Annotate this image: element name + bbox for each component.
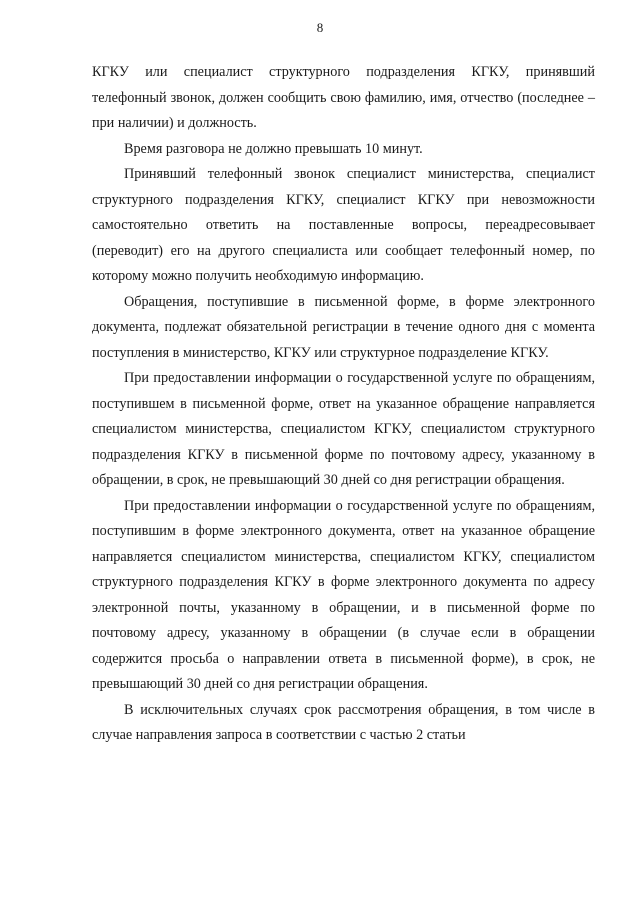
paragraph-5: При предоставлении информации о государственной услуге по обращениям, поступившем в письменной форме, ответ на указанное обращение направляется специалистом министерства, специалистом КГКУ, специалистом структурного подразделения КГКУ в письменной форме по почтовому адресу, указанному в обращении, в срок, не превышающий 30 дней со дня регистрации обращения. [92, 370, 595, 488]
document-body [92, 60, 595, 749]
paragraph-3: Принявший телефонный звонок специалист министерства, специалист структурного подразделения КГКУ, специалист КГКУ при невозможности самостоятельно ответить на поставленные вопросы, переадресовывает (переводит) его на другого специалиста или сообщает телефонный номер, по которому можно получить необходимую информацию. [92, 166, 595, 284]
page-number: 8 [316, 20, 324, 35]
paragraph-2: Время разговора не должно превышать 10 минут. [124, 140, 423, 157]
paragraph-6: При предоставлении информации о государственной услуге по обращениям, поступившим в форме электронного документа, ответ на указанное обращение направляется специалистом министерства, специалистом КГКУ, специалистом структурного подразделения КГКУ в форме электронного документа по адресу электронной почты, указанному в обращении, и в письменной форме по почтовому адресу, указанному в обращении (в случае если в обращении содержится просьба о направлении ответа в письменной форме), в срок, не превышающий 30 дней со дня регистрации обращения. [92, 497, 595, 692]
paragraph-4: Обращения, поступившие в письменной форме, в форме электронного документа, подлежат обязательной регистрации в течение одного дня с момента поступления в министерство, КГКУ или структурное подразделение КГКУ. [92, 293, 595, 361]
paragraph-1: КГКУ или специалист структурного подразделения КГКУ, принявший телефонный звонок, должен сообщить свою фамилию, имя, отчество (последнее – при наличии) и должность. [92, 64, 595, 131]
paragraph-7: В исключительных случаях срок рассмотрения обращения, в том числе в случае направления запроса в соответствии с частью 2 статьи [92, 701, 595, 743]
